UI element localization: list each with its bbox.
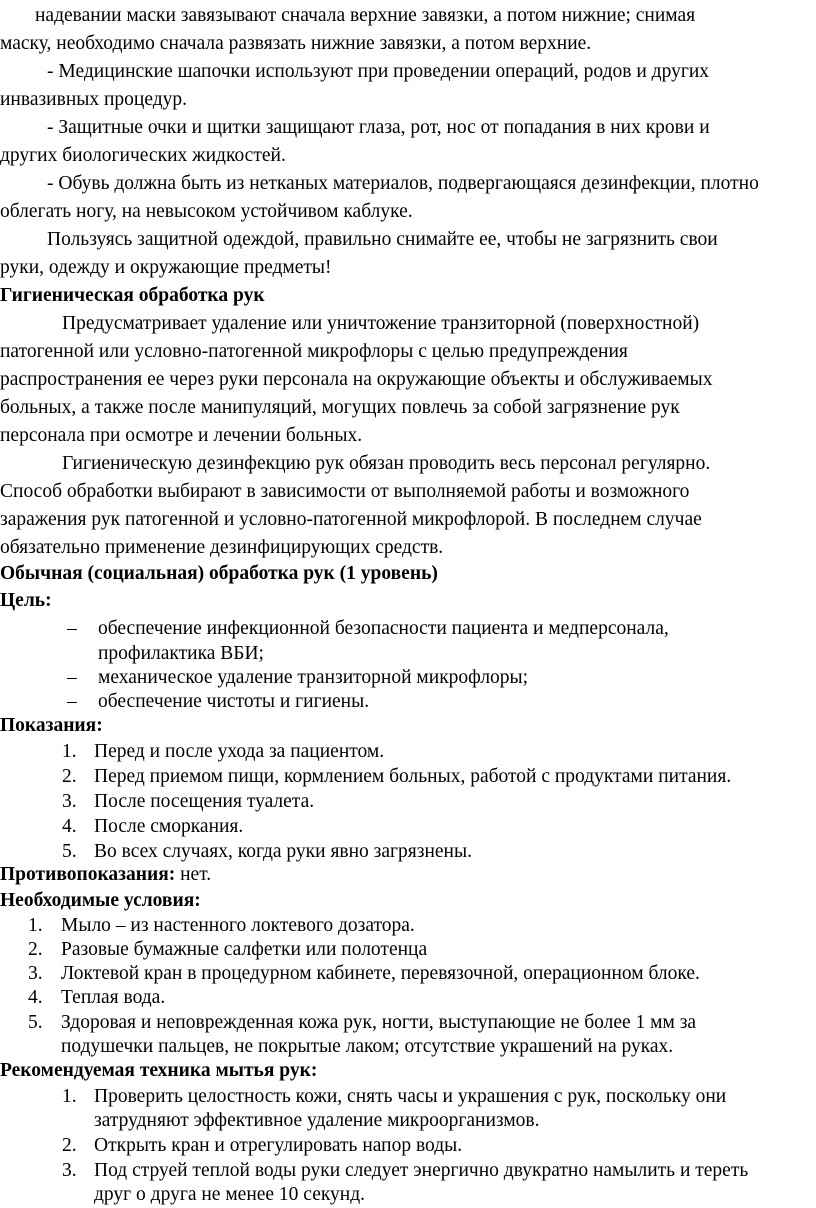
contraindications-label: Противопоказания: [0,864,176,885]
list-number: 2. [28,939,43,960]
list-item: Теплая вода. [61,987,166,1008]
indications-label: Показания: [0,715,103,736]
paragraph-line: Предусматривает удаление или уничтожение транзиторной (поверхностной) [62,313,700,334]
list-item: Перед приемом пищи, кормлением больных, работой с продуктами питания. [94,766,732,787]
text-line: маску, необходимо сначала развязать нижние завязки, а потом верхние. [0,33,592,54]
list-item: Перед и после ухода за пациентом. [94,741,385,762]
list-number: 1. [28,915,43,936]
list-number: 4. [28,987,43,1008]
list-item: После сморкания. [94,816,244,837]
dash-bullet: – [67,667,77,688]
list-item: Во всех случаях, когда руки явно загрязнены. [94,841,472,862]
paragraph-line: больных, а также после манипуляций, могущих повлечь за собой загрязнение рук [0,397,680,418]
text-line: - Медицинские шапочки используют при проведении операций, родов и других [47,61,710,82]
list-item: Разовые бумажные салфетки или полотенца [61,939,428,960]
dash-bullet: – [67,618,77,639]
list-number: 1. [62,1086,77,1107]
list-item-continuation: друг о друга не менее 10 секунд. [94,1184,366,1205]
contraindications-line [0,863,211,887]
list-item: Проверить целостность кожи, снять часы и украшения с рук, поскольку они [94,1086,727,1107]
paragraph-line: патогенной или условно-патогенной микрофлоры с целью предупреждения [0,341,628,362]
paragraph-line: Гигиеническую дезинфекцию рук обязан проводить весь персонал регулярно. [62,453,711,474]
text-line: - Защитные очки и щитки защищают глаза, рот, нос от попадания в них крови и [47,117,710,138]
section-heading: Гигиеническая обработка рук [0,285,265,306]
list-number: 3. [62,791,77,812]
technique-label: Рекомендуемая техника мытья рук: [0,1060,318,1081]
paragraph-line: персонала при осмотре и лечении больных. [0,425,363,446]
text-line: - Обувь должна быть из нетканых материалов, подвергающаяся дезинфекции, плотно [47,173,759,194]
text-line: инвазивных процедур. [0,89,188,110]
conditions-label: Необходимые условия: [0,890,201,911]
list-number: 3. [28,963,43,984]
list-item: обеспечение чистоты и гигиены. [98,691,370,712]
list-item-continuation: затрудняют эффективное удаление микроорганизмов. [94,1110,540,1131]
list-number: 2. [62,766,77,787]
text-line: других биологических жидкостей. [0,145,286,166]
list-item: Мыло – из настенного локтевого дозатора. [61,915,415,936]
list-item: Под струей теплой воды руки следует энергично двукратно намылить и тереть [94,1160,749,1181]
paragraph-line: распространения ее через руки персонала на окружающие объекты и обслуживаемых [0,369,713,390]
list-number: 5. [62,841,77,862]
list-item: Локтевой кран в процедурном кабинете, перевязочной, операционном блоке. [61,963,700,984]
text-line: руки, одежду и окружающие предметы! [0,257,332,278]
list-item: механическое удаление транзиторной микрофлоры; [98,667,529,688]
list-item-continuation: подушечки пальцев, не покрытые лаком; отсутствие украшений на руках. [61,1036,674,1057]
list-item: Здоровая и неповрежденная кожа рук, ногти, выступающие не более 1 мм за [61,1012,697,1033]
list-number: 5. [28,1012,43,1033]
list-number: 3. [62,1160,77,1181]
text-line: Пользуясь защитной одеждой, правильно снимайте ее, чтобы не загрязнить свои [47,229,718,250]
list-number: 2. [62,1135,77,1156]
text-line: облегать ногу, на невысоком устойчивом каблуке. [0,201,413,222]
section-heading: Обычная (социальная) обработка рук (1 уровень) [0,563,438,584]
list-item: Открыть кран и отрегулировать напор воды. [94,1135,463,1156]
paragraph-line: Способ обработки выбирают в зависимости от выполняемой работы и возможного [0,481,690,502]
list-item-continuation: профилактика ВБИ; [98,643,264,664]
dash-bullet: – [67,691,77,712]
paragraph-line: заражения рук патогенной и условно-патогенной микрофлорой. В последнем случае [0,509,702,530]
list-item: После посещения туалета. [94,791,315,812]
text-line: надевании маски завязывают сначала верхние завязки, а потом нижние; снимая [35,5,696,26]
contraindications-value: нет. [175,864,212,885]
list-item: обеспечение инфекционной безопасности пациента и медперсонала, [98,618,669,639]
goal-label: Цель: [0,590,52,611]
list-number: 4. [62,816,77,837]
paragraph-line: обязательно применение дезинфицирующих средств. [0,537,444,558]
list-number: 1. [62,741,77,762]
